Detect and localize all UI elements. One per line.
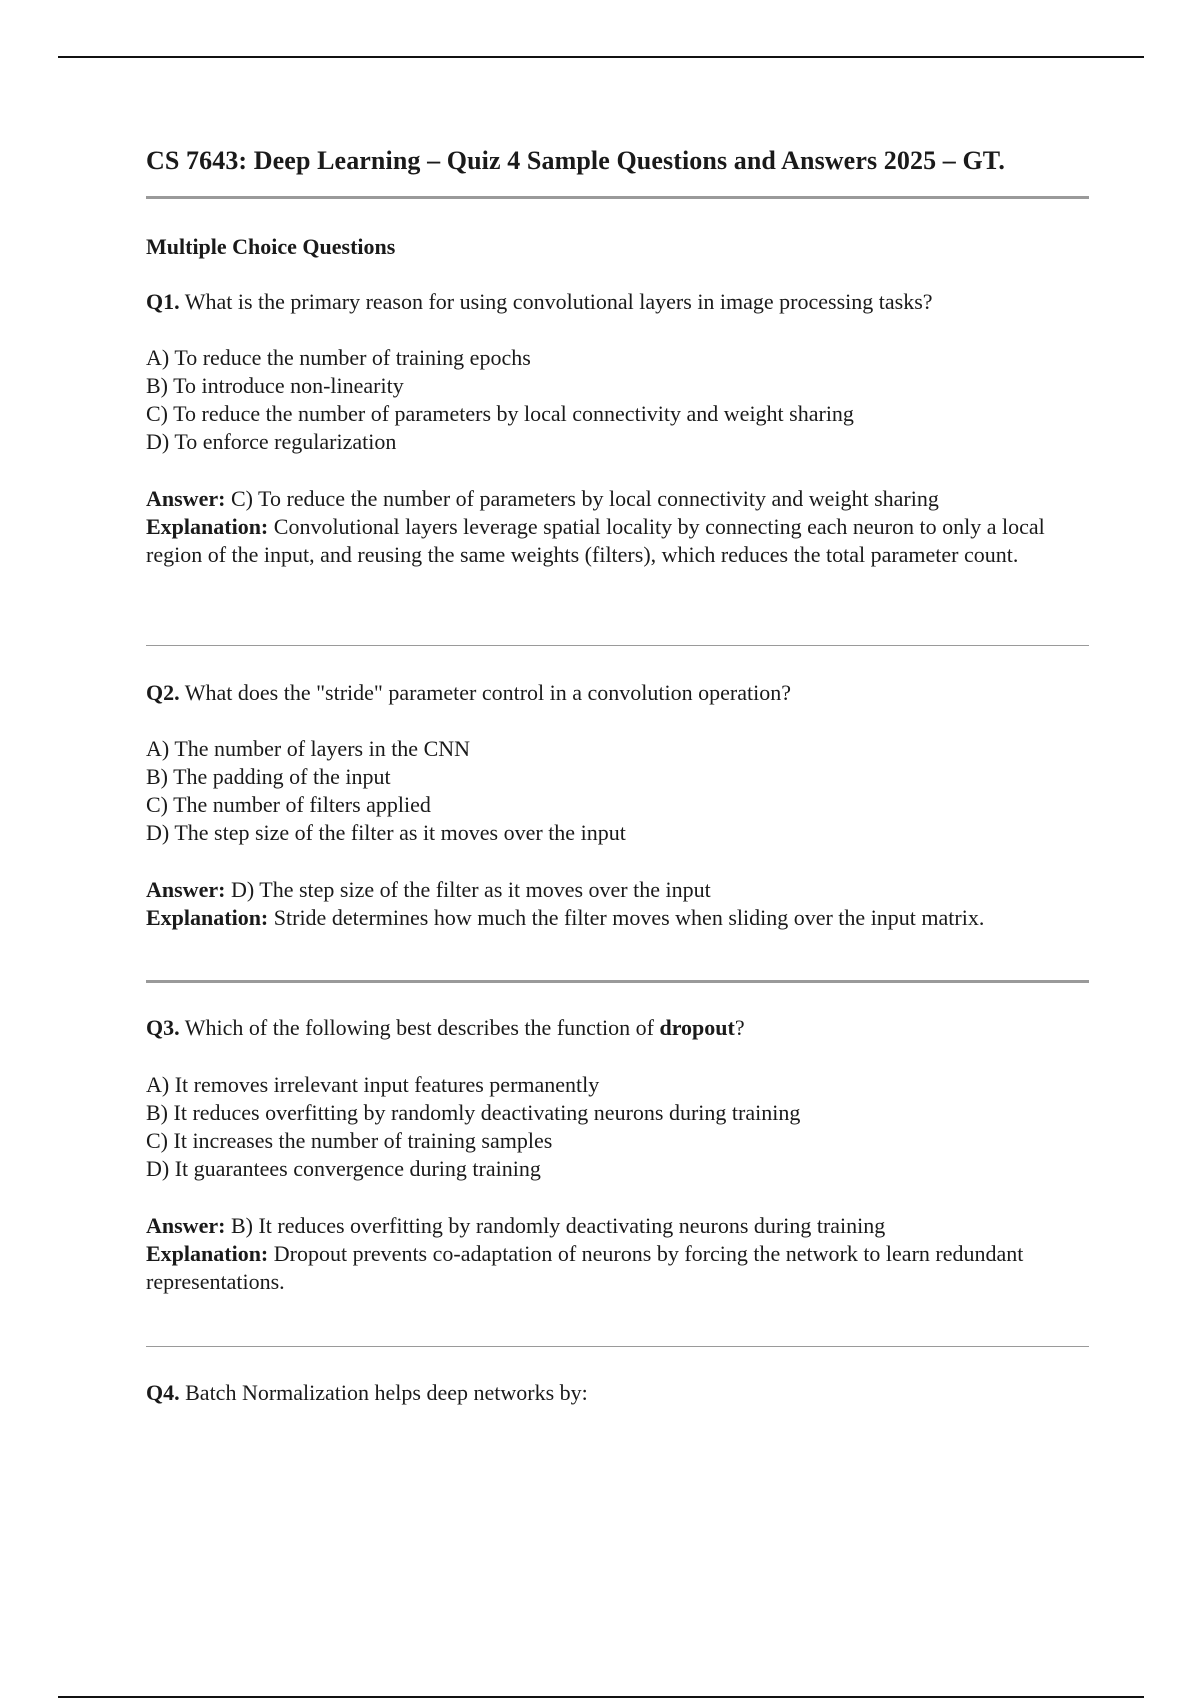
title-divider (146, 196, 1089, 199)
question-text: Batch Normalization helps deep networks by: (185, 1380, 588, 1405)
question-divider (146, 1346, 1089, 1347)
option-c: C) The number of filters applied (146, 792, 431, 817)
answer-label: Answer: (146, 486, 226, 511)
question-number: Q4. (146, 1380, 180, 1405)
explanation-text: Convolutional layers leverage spatial locality by connecting each neuron to only a local region of the input, and reusing the same weights (filters), which reduces the total parameter count. (146, 514, 1045, 567)
explanation-label: Explanation: (146, 514, 269, 539)
answer-line (146, 876, 1091, 904)
explanation-line (146, 1240, 1091, 1296)
section-heading: Multiple Choice Questions (146, 234, 396, 259)
question-keyword: dropout (659, 1015, 735, 1040)
explanation-label: Explanation: (146, 1241, 269, 1266)
question-1-options (146, 344, 854, 456)
answer-text: B) It reduces overfitting by randomly deactivating neurons during training (230, 1213, 886, 1238)
question-4 (146, 1379, 588, 1407)
question-punctuation: ? (734, 1015, 745, 1040)
page-bottom-rule (58, 1696, 1144, 1698)
document-title: CS 7643: Deep Learning – Quiz 4 Sample Questions and Answers 2025 – GT. (146, 146, 1005, 175)
question-3-answer-block (146, 1212, 1091, 1296)
option-d: D) To enforce regularization (146, 429, 397, 454)
question-3-options (146, 1071, 800, 1183)
answer-text: C) To reduce the number of parameters by local connectivity and weight sharing (230, 486, 939, 511)
question-number: Q3. (146, 1015, 180, 1040)
question-1-answer-block (146, 485, 1091, 569)
option-a: A) To reduce the number of training epochs (146, 345, 531, 370)
option-b: B) The padding of the input (146, 764, 391, 789)
question-number: Q2. (146, 680, 180, 705)
option-a: A) The number of layers in the CNN (146, 736, 471, 761)
explanation-text: Stride determines how much the filter moves when sliding over the input matrix. (273, 905, 985, 930)
question-1 (146, 288, 933, 316)
option-c: C) To reduce the number of parameters by local connectivity and weight sharing (146, 401, 854, 426)
explanation-line (146, 513, 1091, 569)
answer-label: Answer: (146, 877, 226, 902)
option-a: A) It removes irrelevant input features permanently (146, 1072, 600, 1097)
explanation-label: Explanation: (146, 905, 269, 930)
question-2-options (146, 735, 626, 847)
option-d: D) It guarantees convergence during training (146, 1156, 541, 1181)
explanation-text: Dropout prevents co-adaptation of neurons by forcing the network to learn redundant representations. (146, 1241, 1024, 1294)
option-d: D) The step size of the filter as it moves over the input (146, 820, 626, 845)
question-text: What does the "stride" parameter control in a convolution operation? (184, 680, 791, 705)
question-divider (146, 980, 1089, 983)
option-c: C) It increases the number of training samples (146, 1128, 553, 1153)
answer-line (146, 485, 1091, 513)
answer-text: D) The step size of the filter as it moves over the input (230, 877, 711, 902)
question-3 (146, 1014, 745, 1042)
question-text: Which of the following best describes the function of (184, 1015, 654, 1040)
option-b: B) It reduces overfitting by randomly deactivating neurons during training (146, 1100, 801, 1125)
question-2 (146, 679, 791, 707)
option-b: B) To introduce non-linearity (146, 373, 404, 398)
question-text: What is the primary reason for using convolutional layers in image processing tasks? (184, 289, 933, 314)
question-divider (146, 645, 1089, 646)
question-2-answer-block (146, 876, 1091, 932)
page-top-rule (58, 56, 1144, 58)
explanation-line (146, 904, 1091, 932)
question-number: Q1. (146, 289, 180, 314)
answer-label: Answer: (146, 1213, 226, 1238)
answer-line (146, 1212, 1091, 1240)
